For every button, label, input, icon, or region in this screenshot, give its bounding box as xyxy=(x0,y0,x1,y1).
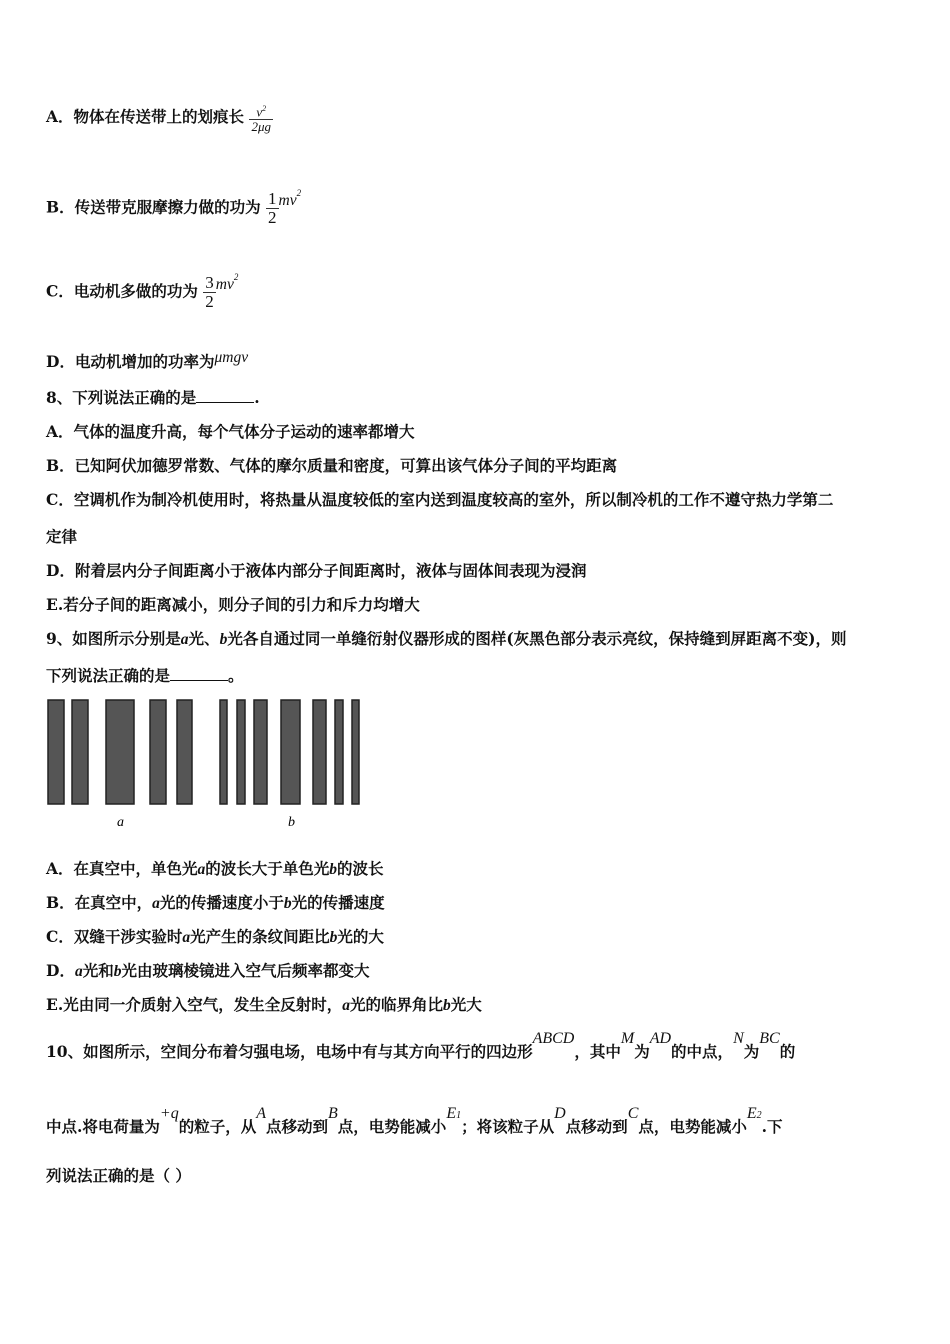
fringe-a-3 xyxy=(106,700,134,804)
fraction-three-halves: $\frac{3}{2}$ xyxy=(205,273,214,311)
q8-stem: 8、下列说法正确的是 . xyxy=(46,388,260,407)
fringe-b-7 xyxy=(352,700,359,804)
answer-blank xyxy=(196,388,254,403)
label-b: b xyxy=(288,815,295,830)
fringe-b-6 xyxy=(335,700,343,804)
fringe-b-1 xyxy=(220,700,227,804)
q8-option-c: C．空调机作为制冷机使用时，将热量从温度较低的室内送到温度较高的室外，所以制冷机的工作不遵守热力学第二 xyxy=(46,490,834,509)
fringe-a-5 xyxy=(177,700,192,804)
q8-option-c-cont: 定律 xyxy=(46,527,78,546)
q10-stem-line3: 列说法正确的是（ ） xyxy=(46,1166,191,1185)
q9-option-c: C．双缝干涉实验时a光产生的条纹间距比b光的大 xyxy=(46,927,384,946)
q8-option-b: B．已知阿伏加德罗常数、气体的摩尔质量和密度，可算出该气体分子间的平均距离 xyxy=(46,456,618,475)
diffraction-svg xyxy=(46,696,366,836)
q9-option-d: D．a光和b光由玻璃棱镜进入空气后频率都变大 xyxy=(46,961,370,980)
q7-option-c: C．电动机多做的功为 $\frac{3}{2}$ $mv^2$ xyxy=(46,272,239,311)
q8-option-a: A．气体的温度升高，每个气体分子运动的速率都增大 xyxy=(46,422,415,441)
pattern-b xyxy=(220,700,359,804)
q9-stem-line2: 下列说法正确的是 。 xyxy=(46,666,244,685)
q8-option-d: D．附着层内分子间距离小于液体内部分子间距离时，液体与固体间表现为浸润 xyxy=(46,561,587,580)
q10-stem-line2: 中点.将电荷量为+q的粒子，从A点移动到B点，电势能减小E1；将该粒子从D点移动到C点，电势能减小E2.下 xyxy=(46,1105,783,1136)
q7-option-a: A．物体在传送带上的划痕长 $\frac{v^2}{2\mu g}$ xyxy=(46,104,271,135)
fringe-b-4 xyxy=(281,700,300,804)
q10-stem-line1: 10、如图所示，空间分布着匀强电场，电场中有与其方向平行的四边形ABCD，其中M为AD的中点，N为BC的 xyxy=(46,1030,796,1061)
q9-option-e: E.光由同一介质射入空气，发生全反射时，a光的临界角比b光大 xyxy=(46,995,482,1014)
fringe-a-4 xyxy=(150,700,166,804)
answer-blank xyxy=(170,666,228,681)
fringe-b-2 xyxy=(237,700,245,804)
fringe-b-3 xyxy=(254,700,267,804)
q7-option-b: B．传送带克服摩擦力做的功为 $\frac{1}{2}$ $mv^2$ xyxy=(46,188,302,227)
pattern-a xyxy=(48,700,192,804)
q9-option-a: A．在真空中，单色光a的波长大于单色光b的波长 xyxy=(46,859,384,878)
fringe-a-1 xyxy=(48,700,64,804)
q9-option-b: B．在真空中，a光的传播速度小于b光的传播速度 xyxy=(46,893,385,912)
q8-option-e: E.若分子间的距离减小，则分子间的引力和斥力均增大 xyxy=(46,595,420,614)
fringe-a-2 xyxy=(72,700,88,804)
fraction-v2-over-2mug: $\frac{v^2}{2\mu g}$ xyxy=(251,104,271,135)
label-a: a xyxy=(117,815,124,830)
fraction-one-half: $\frac{1}{2}$ xyxy=(268,189,277,227)
diffraction-pattern-figure xyxy=(46,696,366,836)
q7-option-d: D．电动机增加的功率为μmgv xyxy=(46,349,249,371)
q9-stem-line1: 9、如图所示分别是a光、b光各自通过同一单缝衍射仪器形成的图样(灰黑色部分表示亮纹，保持缝到屏距离不变)，则 xyxy=(46,629,847,648)
fringe-b-5 xyxy=(313,700,326,804)
